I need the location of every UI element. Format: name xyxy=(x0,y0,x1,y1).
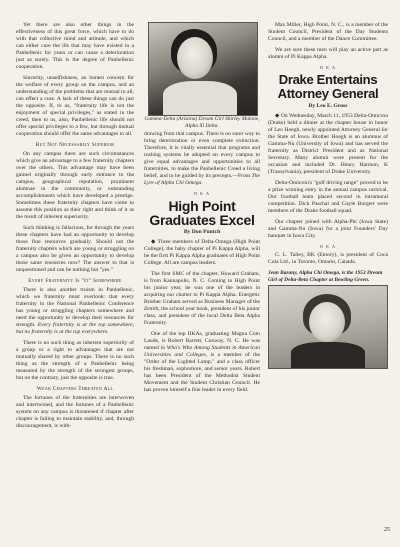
photo-caption: Gamma-Delta (Arizona) Dream Girl Shirley Malone, Alpha Xi Delta. xyxy=(144,116,260,129)
paragraph-text: The first SMC of the chapter, Howard Graham, is from Kannapolis, N. C. Coming to High Point his junior year, he was one of the leaders in acquiring our charter to Pi Kappa Alpha. Energetic Brother Graham served as Business Manager of the xyxy=(144,271,260,306)
portrait-image xyxy=(148,22,258,116)
article-headline: Drake Entertains Attorney General xyxy=(277,72,379,101)
paragraph: On any campus there are such circumstances which give an advantage to a few fraternity chapters over the others. This advantage may have been gained originally through early entrance to the campus, geographical reputation, prominent alumnae in the community, or outstanding accomplishments which have developed a prestige. Sometimes these fraternity chapters have come to assume this position as their right and think of it as the result of inherent superiority. xyxy=(16,151,134,220)
portrait-face xyxy=(309,302,345,342)
paragraph: We are sure these men will play an active part as alumni of Pi Kappa Alpha. xyxy=(268,47,388,60)
paragraph xyxy=(144,331,260,394)
paragraph-text: is a member of the "Order of the Lighted Lamp," and a class officer his freshman, sophomore, and senior years. Robert has been President of the Methodist Student Movement and the Student Christian Council. He has proven himself a fine leader in every field. xyxy=(144,352,260,394)
paragraph: There is no such thing as inherent superiority of a group or a right to advantages that are not mutually shared by other groups. There is no such thing as the strength of a Panhellenic being measured by the strength of the strongest groups, but on the contrary, just the opposite is true. xyxy=(16,340,134,381)
portrait-image xyxy=(268,285,388,369)
portrait-face xyxy=(177,37,213,79)
portrait-shoulders xyxy=(163,81,237,115)
paragraph: Our chapter joined with Alpha-Phi (Iowa State) and Gamma-Nu (Iowa) for a joint Founders' Day banquet in Iowa City. xyxy=(268,219,388,239)
paragraph: Delta-Omicron's "golf driving range" proved to be a prize winning entry in the annual campus carnival. Our football team placed second in intramural competition. Dick Paschal and Gayle Burgert were members of the Drake football squad. xyxy=(268,180,388,214)
portrait-shoulders xyxy=(291,342,365,368)
paragraph-emphasis: The Lyre of Alpha Chi Omega. xyxy=(144,173,261,187)
section-subhead: Every Fraternity Is "It" Somewhere xyxy=(28,278,122,284)
diamond-icon: ◆ xyxy=(275,113,280,119)
paragraph: Yet there are also other things in the effectiveness of this great force, which have to do with that collective mind and attitude, and which can either cure the ills that may have existed in a Panhellenic for years or can cause a deterioration just as surely. This is the degree of Panhellenic cooperation. xyxy=(16,22,134,70)
paragraph: Such thinking is fallacious, for through the years these chapters have had an opportunity to develop those fine resources gradually. Should not the fraternity chapters which are young or struggling on a campus also be given an opportunity to develop those same resources now? The answer to that is unquestioned and can be nothing but "yes." xyxy=(16,225,134,273)
paragraph-emphasis: Every fraternity is at the top somewhere, but no fraternity is at the top everywhere. xyxy=(16,322,135,335)
photo-caption: Jean Barany, Alpha Chi Omega, is the 1953 Dream Girl of Delta-Beta Chapter at Bowling Green. xyxy=(268,270,383,283)
paragraph-text: There is also another truism in Panhellenic, which we fraternity must overlook: that every fraternity in the National Panhellenic Conference has young or struggling chapters somewhere and need the opportunity to develop their resources for strength. xyxy=(16,287,134,328)
section-subhead: Weak Chapters Threaten All xyxy=(36,386,114,392)
section-divider: П К А xyxy=(320,65,336,70)
page-number: 25 xyxy=(384,527,390,533)
column-middle xyxy=(144,22,260,398)
paragraph: Max Miller, High Point, N. C., is a member of the Student Council, President of the Day Students Council, and a member of the Dance Committee. xyxy=(268,22,388,42)
diamond-icon: ◆ xyxy=(151,239,156,246)
article-headline: High Point Graduates Excel xyxy=(149,198,255,229)
paragraph xyxy=(144,131,260,187)
paragraph xyxy=(16,287,134,336)
paragraph xyxy=(144,239,260,267)
paragraph-emphasis: Zenith, xyxy=(144,306,160,313)
section-divider: П К А xyxy=(320,244,336,249)
dream-girl-photo xyxy=(144,22,260,114)
paragraph-text: drawing from that campus. There is no surer way to bring deterioration or even complete extinction. Therefore, it is vitally essential that programs and rushing systems be adopted on every campus to give equal advantages and opportunities to all fraternities, to make the Panhellenic Creed a living belief, and to be guided by its precepts.—From xyxy=(144,131,260,180)
column-left xyxy=(16,22,134,434)
column-right xyxy=(268,22,388,367)
section-subhead: But Not Necessarily Superior xyxy=(35,142,115,148)
paragraph: C. L. Talley, BK (Emory), is president of Coca Cola Ltd., in Toronto, Ontario, Canada. xyxy=(268,252,388,265)
paragraph xyxy=(144,271,260,327)
paragraph: The fortunes of the fraternities are interwoven and intertwined, and the fortunes of a Panhellenic system on any campus is threatened if chapter after chapter is failing to maintain stability, and, through discouragement, is with- xyxy=(16,395,134,429)
paragraph-emphasis: Who's Who Among Students in American Universities and Colleges, xyxy=(144,345,260,359)
article-byline: By Don Puntch xyxy=(183,229,221,236)
dream-girl-photo xyxy=(268,285,388,367)
paragraph-text: the school year book, president of his junior class, and president of the local Delta Beta Alpha Fraternity. xyxy=(144,306,260,327)
paragraph-text: One of the top IIKAs, graduating Magna Cum Laude, is Robert Barrett, Conway, N. C. He was named in xyxy=(144,331,260,352)
article-byline: By Leo E. Gross xyxy=(308,103,348,109)
paragraph xyxy=(268,113,388,176)
paragraph-text: On Wednesday, March 11, 1953 Delta-Omicron (Drake) held a dinner at the chapter house in honor of Leo Hoegh, newly appointed Attorney General for the State of Iowa. Brother Hoegh is an alumnus of Gamma-Nu (University of Iowa) and has served the fraternity as District President and as National Secretary. Many alumni were present for the occasion and included Dr. Henry Harmon, K (Transylvania), president of Drake University. xyxy=(268,113,388,175)
paragraph: Sincerity, unselfishness, an honest concern for the welfare of every group on the campus, and an understanding of the problems that are mutual to all, can effect a cure. A lack of these things can do just the opposite. If, to us, "fraternity life is not the enjoyment of special privileges," as stated in the creed, then to us, also, Panhellenic life should not offer special privileges to a few, but through mutual cooperation should offer the same advantages to all. xyxy=(16,75,134,137)
paragraph-text: Three members of Delta-Omega (High Point College), the baby chapter of Pi Kappa Alpha, will be the first Pi Kappa Alpha graduates of High Point College. All are campus leaders. xyxy=(144,239,260,267)
section-divider: П К А xyxy=(194,191,210,197)
